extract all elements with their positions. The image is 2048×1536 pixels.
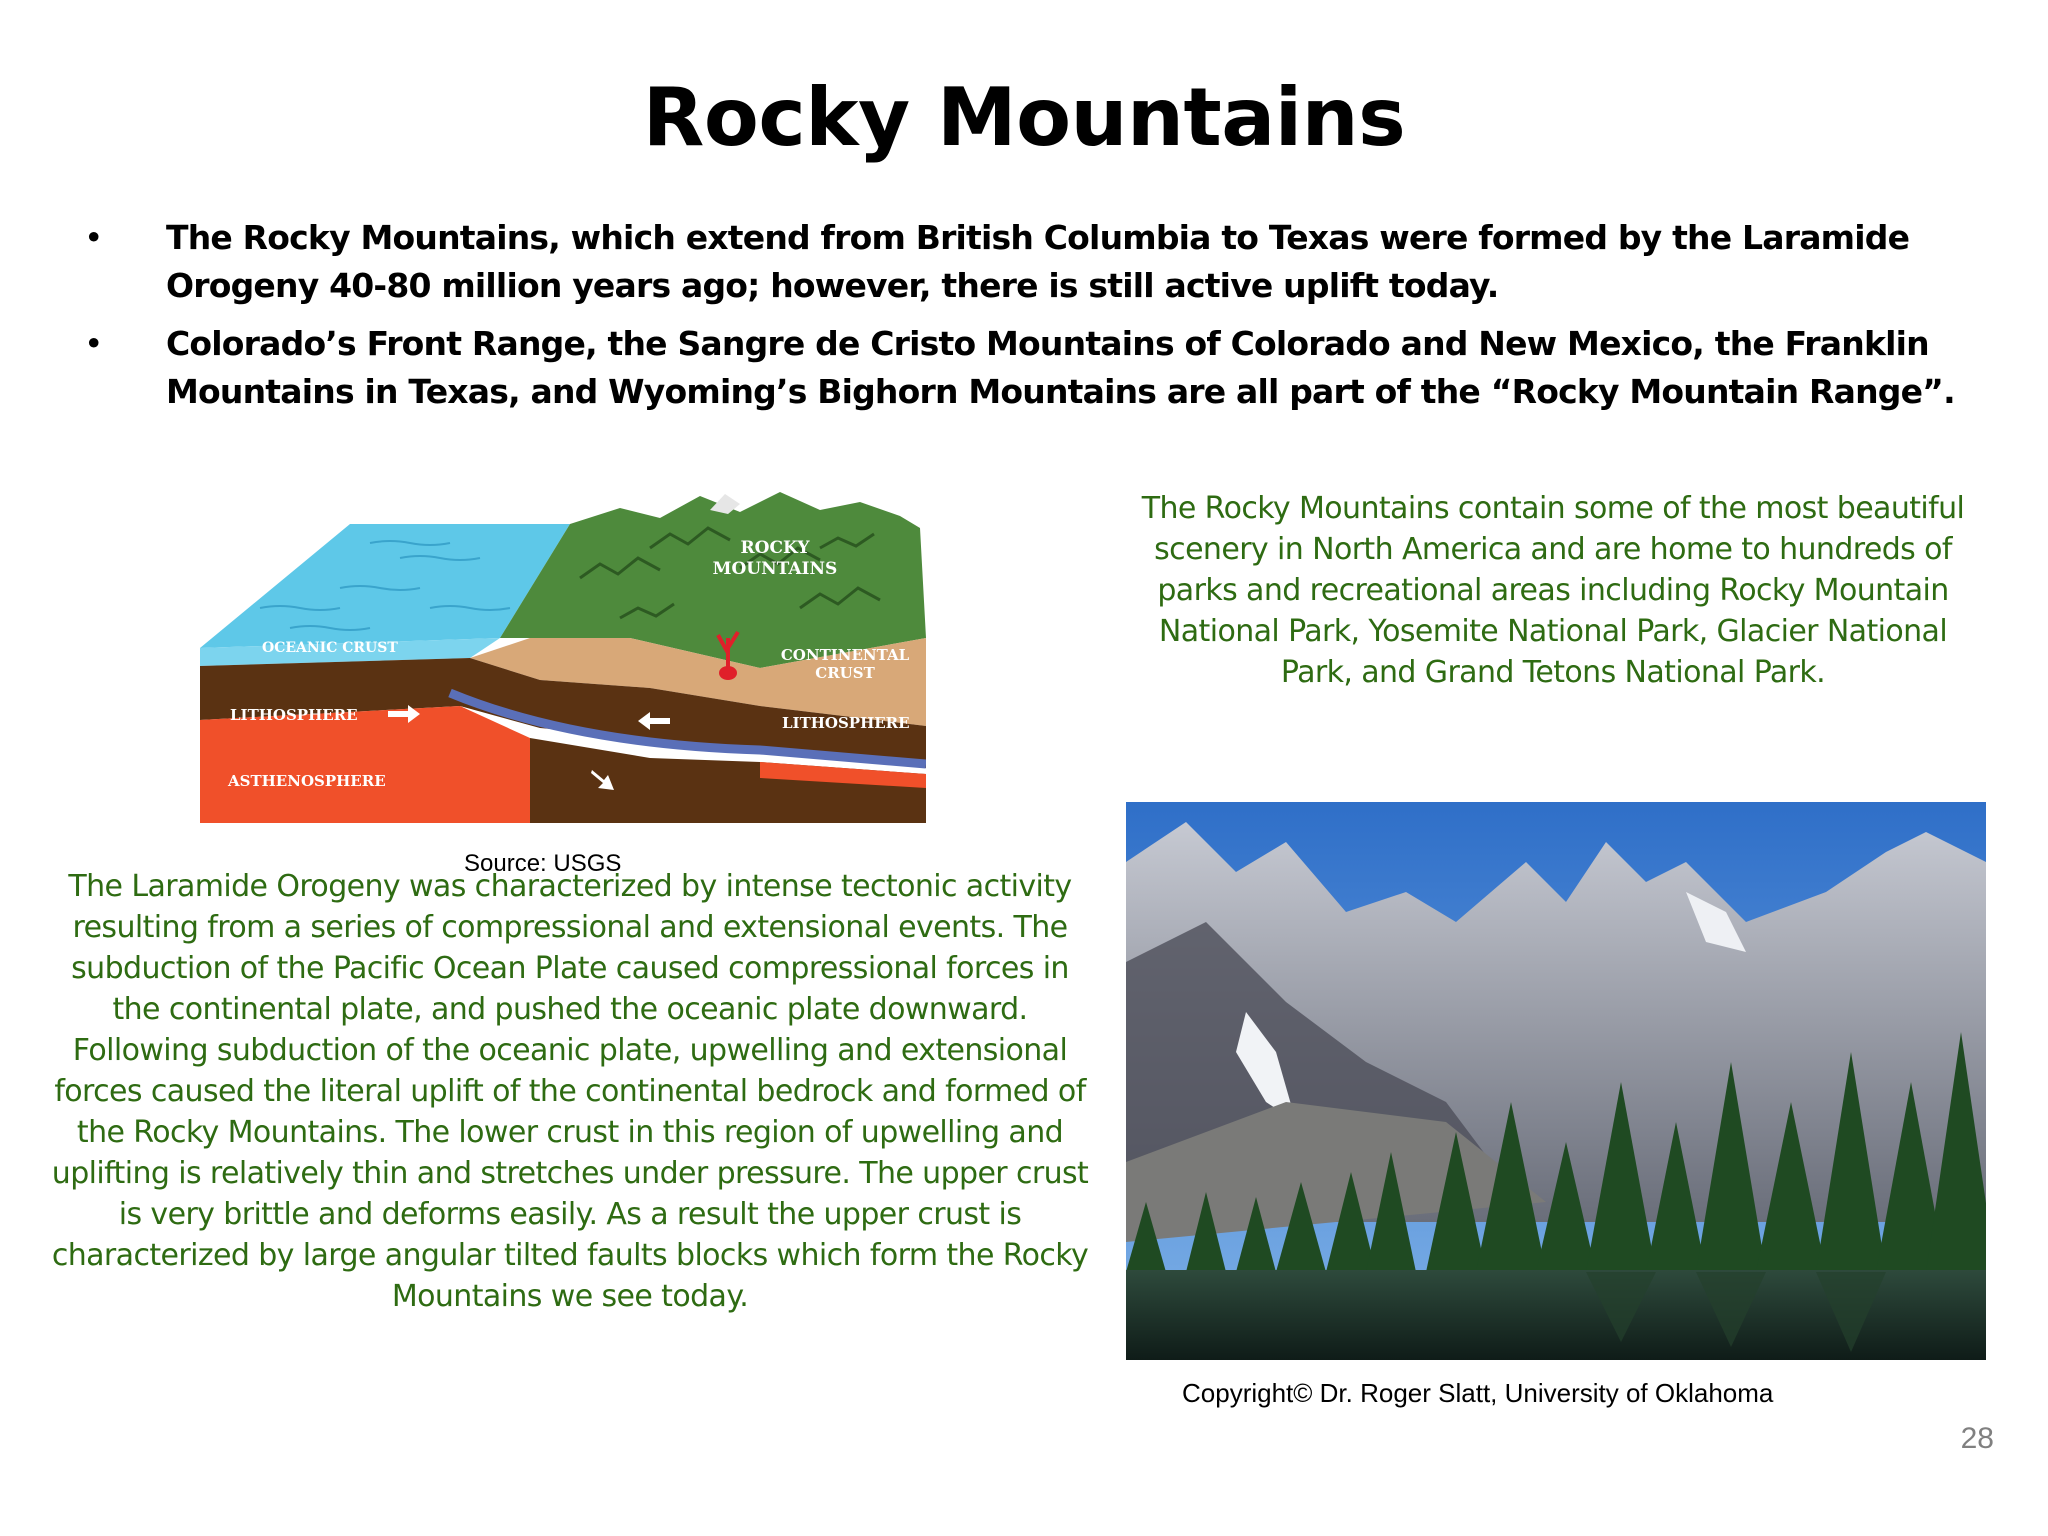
bullet-text: The Rocky Mountains, which extend from British Columbia to Texas were formed by the Laramide Orogeny 40-80 million years ago; however, there is still active uplift today. [166,218,1910,305]
label-lithosphere-right: LITHOSPHERE [782,714,910,732]
label-rocky-mountains-line1: ROCKY [740,538,810,558]
bullet-item [84,320,1984,416]
parks-paragraph: The Rocky Mountains contain some of the most beautiful scenery in North America and are home to hundreds of parks and recreational areas including Rocky Mountain National Park, Yosemite National Park, Glacier National Park, and Grand Tetons National Park. [1141,491,1965,690]
laramide-paragraph: The Laramide Orogeny was characterized by intense tectonic activity resulting from a series of compressional and extensional events. The subduction of the Pacific Ocean Plate caused compressional forces in the continental plate, and pushed the oceanic plate downward. Following subduction of the oceanic plate, upwelling and extensional forces caused the literal uplift of the continental bedrock and formed of the Rocky Mountains. The lower crust in this region of upwelling and uplifting is relatively thin and stretches under pressure. The upper crust is very brittle and deforms easily. As a result the upper crust is characterized by large angular tilted faults blocks which form the Rocky Mountains we see today. [51,869,1089,1314]
diagram-source-caption: Source: USGS [464,850,622,877]
label-rocky-mountains-line2: MOUNTAINS [712,559,838,579]
label-lithosphere-left: LITHOSPHERE [230,706,358,724]
magma-chamber [719,666,737,680]
label-continental-crust-line1: CONTINENTAL [780,646,910,664]
tectonic-diagram [200,488,926,838]
bullet-list [84,214,1984,426]
bullet-text: Colorado’s Front Range, the Sangre de Cristo Mountains of Colorado and New Mexico, the Franklin Mountains in Texas, and Wyoming’s Bighorn Mountains are all part of the “Rocky Mountain Range”. [166,324,1955,411]
label-asthenosphere: ASTHENOSPHERE [228,772,386,790]
mountain-lake-photo [1126,802,1986,1360]
bullet-marker: • [84,324,103,363]
bullet-item [84,214,1984,310]
photo-credit: Copyright© Dr. Roger Slatt, University of Oklahoma [1182,1378,1774,1408]
label-oceanic-crust: OCEANIC CRUST [262,640,398,656]
page-number: 28 [1960,1422,1994,1455]
slide-title: Rocky Mountains [642,71,1406,164]
label-continental-crust-line2: CRUST [815,664,875,682]
bullet-marker: • [84,218,103,257]
